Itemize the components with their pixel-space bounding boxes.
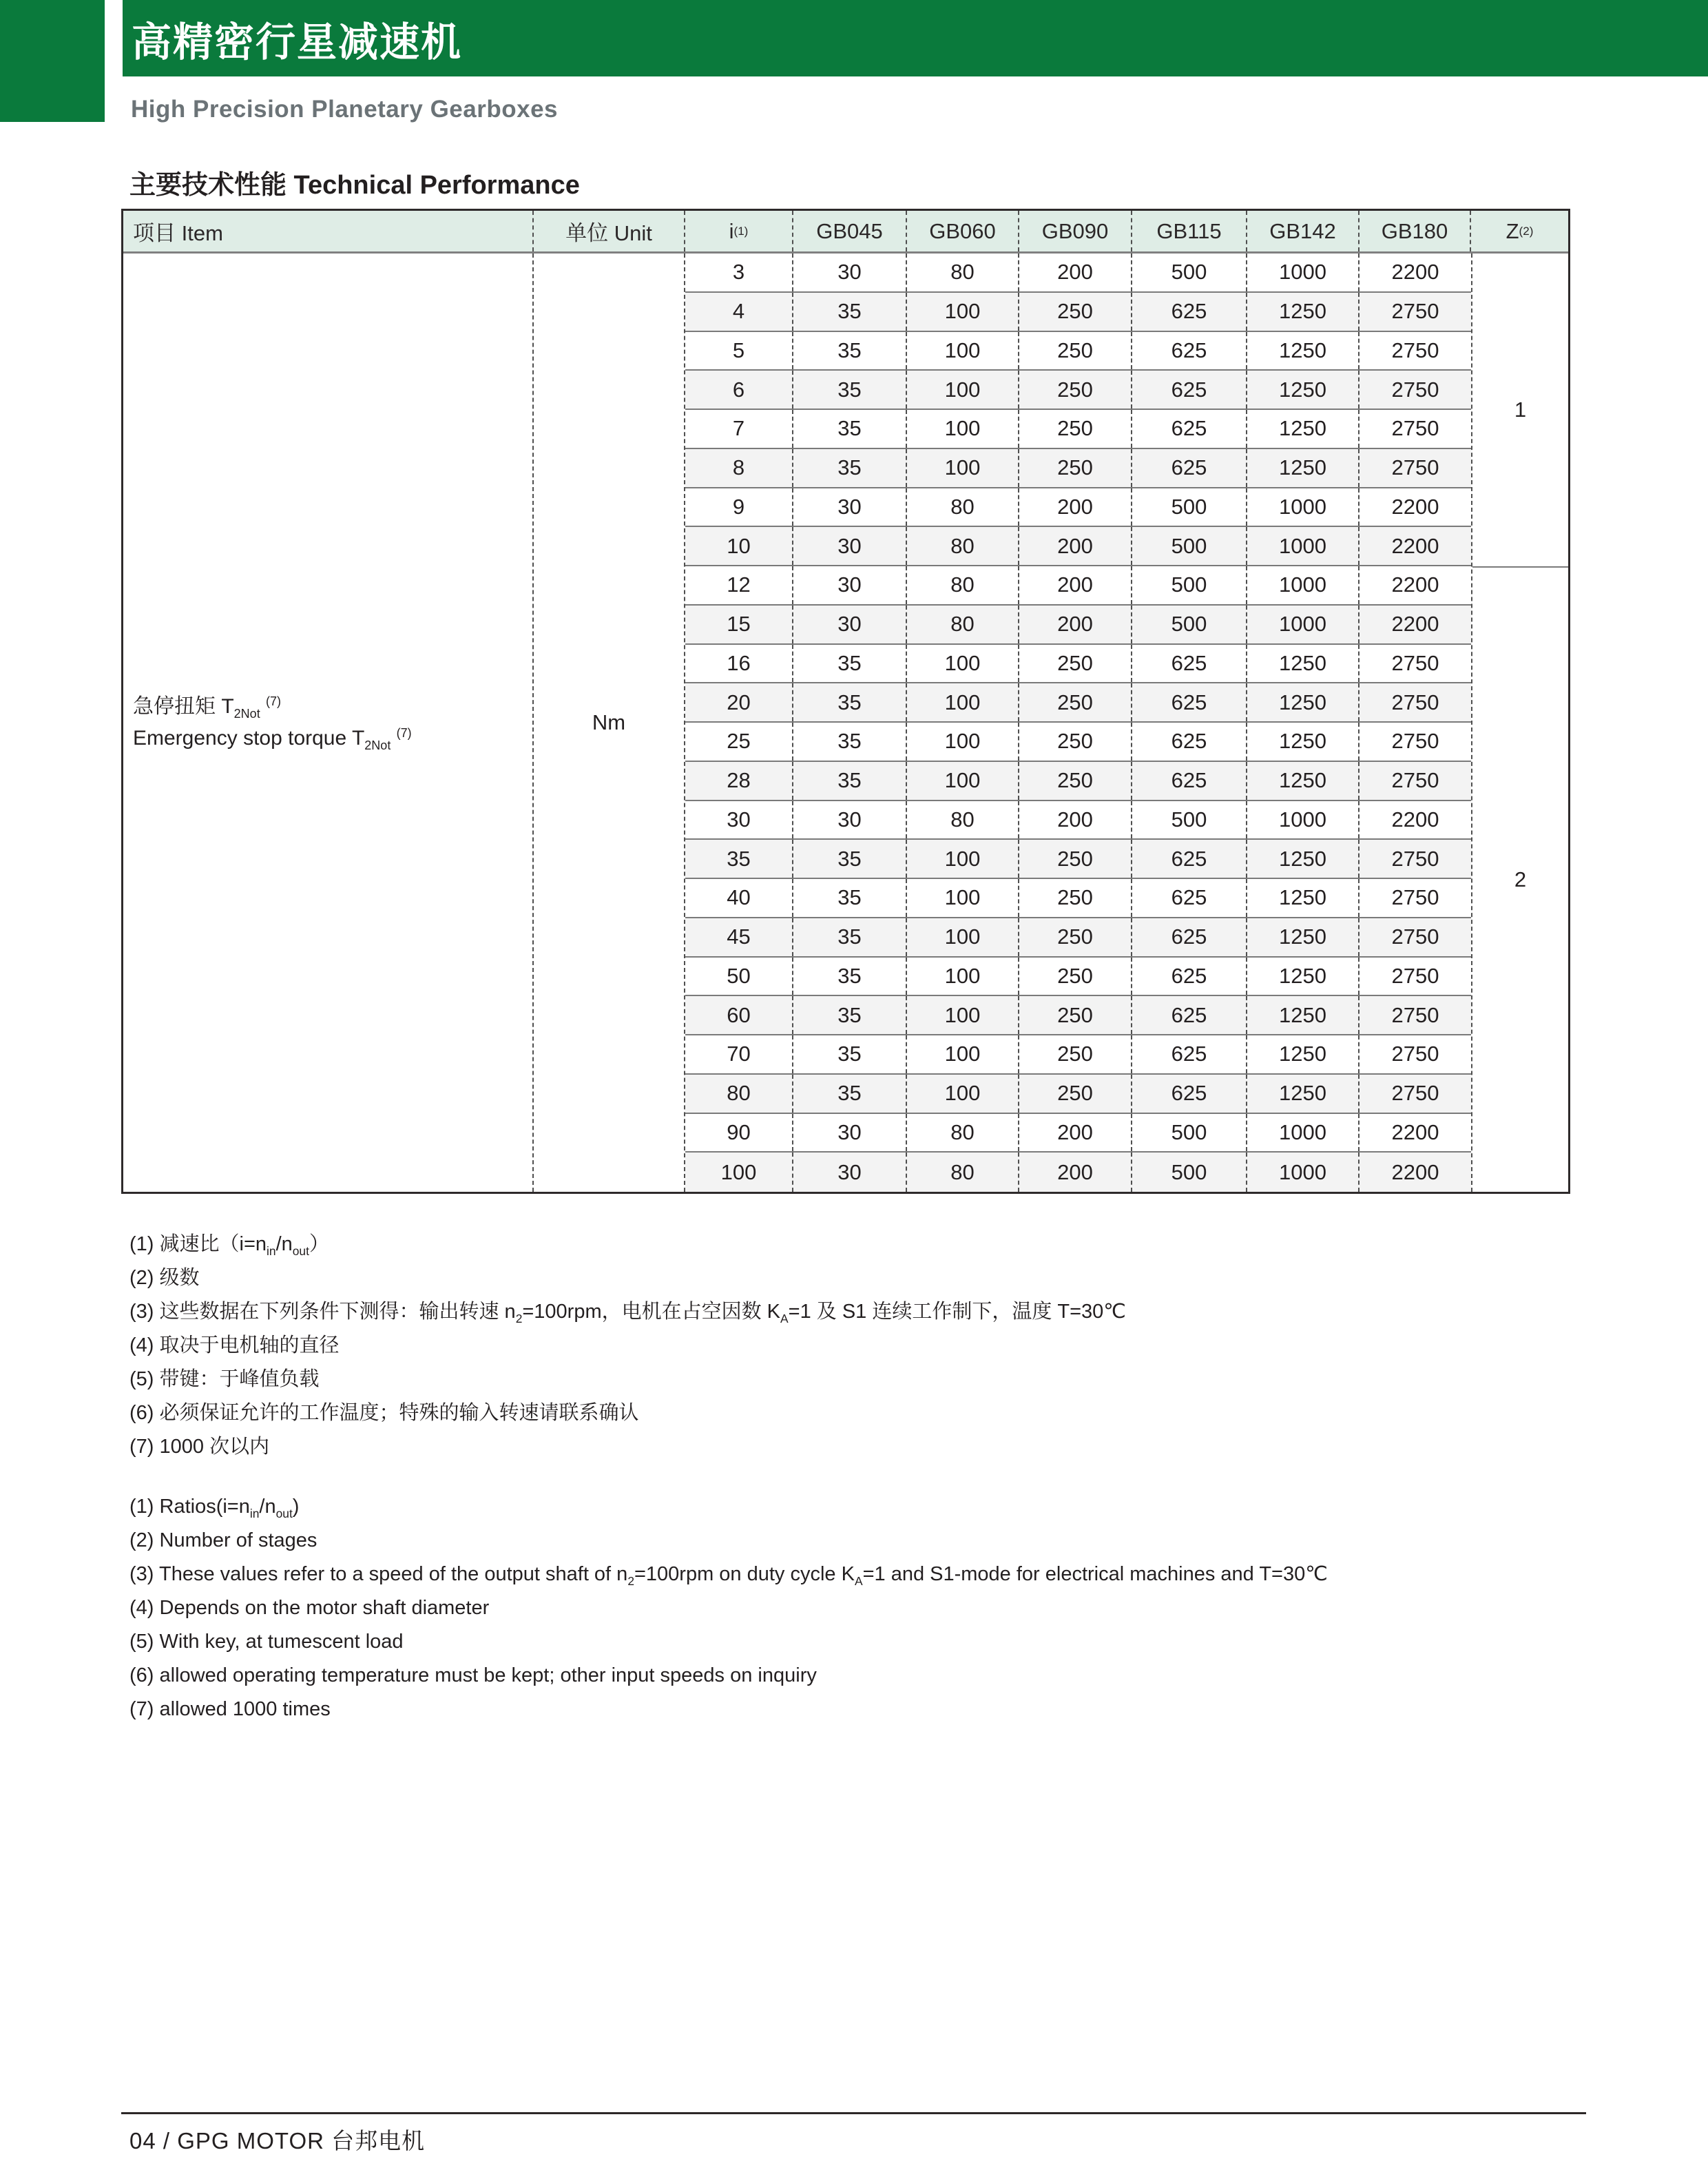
- ratio-cell: 6: [685, 371, 793, 409]
- torque-value-cell: 2750: [1391, 377, 1439, 402]
- table-row: [685, 488, 1471, 528]
- torque-value-cell: 625: [1132, 683, 1247, 721]
- footnotes-english: [129, 1490, 1328, 1726]
- page-banner: [123, 0, 1708, 76]
- footnotes-chinese: [129, 1228, 1126, 1464]
- torque-value-cell: 1250: [1247, 683, 1360, 721]
- column-header-item: 项目 Item: [123, 211, 534, 251]
- column-header-gb090: GB090: [1019, 211, 1132, 251]
- torque-value-cell: 35: [793, 645, 907, 683]
- torque-value-cell: 2750: [1391, 338, 1439, 362]
- torque-value-cell: 250: [1019, 918, 1132, 956]
- table-row: [685, 683, 1471, 723]
- torque-value-cell: 35: [793, 840, 907, 878]
- torque-value-cell: 100: [907, 723, 1019, 761]
- torque-value-cell: 2200: [1391, 533, 1439, 558]
- ratio-cell: 9: [685, 488, 793, 526]
- torque-value-cell: 35: [793, 332, 907, 370]
- ratio-cell: 30: [685, 801, 793, 839]
- column-header-ratio: i (1): [685, 211, 793, 251]
- torque-value-cell: 2750: [1391, 1042, 1439, 1066]
- torque-value-cell: 250: [1019, 723, 1132, 761]
- torque-value-cell: 200: [1019, 1114, 1132, 1152]
- torque-value-cell: 500: [1132, 606, 1247, 643]
- footnote-line: (3) 这些数据在下列条件下测得：输出转速 $n_2=100rpm$，电机在占空因数 $K_A=1$ 及 S1 连续工作制下，温度 T=30℃: [129, 1301, 1126, 1325]
- footnote-line: (2) Number of stages: [129, 1529, 317, 1551]
- torque-value-cell: 2750: [1391, 455, 1439, 480]
- torque-value-cell: 80: [907, 1114, 1019, 1152]
- torque-value-cell: 2200: [1391, 572, 1439, 597]
- torque-value-cell: 2750: [1391, 924, 1439, 949]
- item-label-en: Emergency stop torque $T_{2Not}$ $^{(7)}$: [133, 726, 412, 752]
- column-header-unit: 单位 Unit: [534, 211, 685, 251]
- table-row: [685, 723, 1471, 762]
- torque-value-cell: 200: [1019, 566, 1132, 604]
- torque-value-cell: 100: [907, 371, 1019, 409]
- torque-value-cell: 2750: [1391, 885, 1439, 910]
- ratio-cell: 15: [685, 606, 793, 643]
- ratio-cell: 16: [685, 645, 793, 683]
- torque-value-cell: 250: [1019, 1035, 1132, 1073]
- torque-value-cell: 625: [1132, 1035, 1247, 1073]
- ratio-cell: 12: [685, 566, 793, 604]
- torque-value-cell: 100: [907, 918, 1019, 956]
- torque-value-cell: 250: [1019, 879, 1132, 917]
- torque-value-cell: 1250: [1247, 1075, 1360, 1113]
- torque-value-cell: 2200: [1391, 260, 1439, 285]
- ratio-cell: 60: [685, 996, 793, 1034]
- torque-value-cell: 35: [793, 879, 907, 917]
- torque-value-cell: 250: [1019, 996, 1132, 1034]
- table-row: [685, 996, 1471, 1035]
- torque-value-cell: 30: [793, 606, 907, 643]
- ratio-cell: 25: [685, 723, 793, 761]
- value-rows: [685, 254, 1471, 1192]
- torque-value-cell: 35: [793, 371, 907, 409]
- torque-value-cell: 1250: [1247, 958, 1360, 995]
- torque-value-cell: 30: [793, 488, 907, 526]
- table-row: [685, 332, 1471, 371]
- torque-value-cell: 100: [907, 840, 1019, 878]
- torque-value-cell: 1000: [1247, 801, 1360, 839]
- torque-value-cell: 625: [1132, 723, 1247, 761]
- table-row: [685, 1153, 1471, 1192]
- torque-value-cell: 625: [1132, 449, 1247, 487]
- torque-value-cell: 1000: [1247, 488, 1360, 526]
- torque-value-cell: 200: [1019, 606, 1132, 643]
- stage-group-cell: 2: [1472, 566, 1568, 1192]
- torque-value-cell: 200: [1019, 1153, 1132, 1192]
- torque-value-cell: 100: [907, 293, 1019, 331]
- ratio-cell: 28: [685, 762, 793, 800]
- torque-value-cell: 625: [1132, 879, 1247, 917]
- torque-value-cell: 1000: [1247, 606, 1360, 643]
- torque-value-cell: 35: [793, 683, 907, 721]
- torque-value-cell: 625: [1132, 410, 1247, 448]
- table-row: [685, 645, 1471, 684]
- torque-value-cell: 35: [793, 293, 907, 331]
- torque-value-cell: 100: [907, 996, 1019, 1034]
- footer-page-label: 04 / GPG MOTOR 台邦电机: [129, 2128, 426, 2153]
- torque-value-cell: 250: [1019, 645, 1132, 683]
- table-row: [685, 527, 1471, 566]
- torque-value-cell: 250: [1019, 371, 1132, 409]
- ratio-cell: 8: [685, 449, 793, 487]
- torque-value-cell: 35: [793, 410, 907, 448]
- torque-value-cell: 250: [1019, 762, 1132, 800]
- torque-value-cell: 1250: [1247, 449, 1360, 487]
- brand-green-strip: [0, 0, 105, 122]
- ratio-cell: 4: [685, 293, 793, 331]
- torque-value-cell: 1250: [1247, 645, 1360, 683]
- column-header-stages: Z (2): [1506, 218, 1534, 243]
- torque-value-cell: 625: [1132, 332, 1247, 370]
- item-label-cn: 急停扭矩 $T_{2Not}$ $^{(7)}$: [133, 694, 282, 721]
- item-cell: [123, 254, 534, 1192]
- torque-value-cell: 100: [907, 762, 1019, 800]
- torque-value-cell: 1250: [1247, 293, 1360, 331]
- torque-value-cell: 200: [1019, 254, 1132, 291]
- column-header-gb142: GB142: [1247, 211, 1360, 251]
- footnote-line: (6) 必须保证允许的工作温度；特殊的输入转速请联系确认: [129, 1402, 639, 1424]
- torque-value-cell: 35: [793, 1075, 907, 1113]
- torque-value-cell: 625: [1132, 762, 1247, 800]
- torque-value-cell: 30: [793, 1114, 907, 1152]
- ratio-cell: 7: [685, 410, 793, 448]
- torque-value-cell: 100: [907, 683, 1019, 721]
- table-row: [685, 566, 1471, 606]
- section-title: 主要技术性能 Technical Performance: [129, 171, 580, 200]
- ratio-cell: 50: [685, 958, 793, 995]
- footnote-line: (5) With key, at tumescent load: [129, 1631, 404, 1653]
- torque-value-cell: 625: [1132, 293, 1247, 331]
- column-header-gb115: GB115: [1132, 211, 1247, 251]
- torque-value-cell: 500: [1132, 488, 1247, 526]
- ratio-cell: 40: [685, 879, 793, 917]
- table-row: [685, 1114, 1471, 1153]
- torque-value-cell: 35: [793, 1035, 907, 1073]
- torque-value-cell: 30: [793, 527, 907, 565]
- footnote-line: (2) 级数: [129, 1267, 200, 1289]
- torque-value-cell: 35: [793, 958, 907, 995]
- torque-value-cell: 500: [1132, 527, 1247, 565]
- torque-value-cell: 2200: [1391, 1159, 1439, 1184]
- torque-value-cell: 1250: [1247, 371, 1360, 409]
- torque-value-cell: 500: [1132, 254, 1247, 291]
- torque-value-cell: 2750: [1391, 729, 1439, 754]
- torque-value-cell: 2750: [1391, 1002, 1439, 1027]
- torque-value-cell: 30: [793, 254, 907, 291]
- torque-value-cell: 2750: [1391, 846, 1439, 871]
- table-header-row: [123, 211, 1568, 254]
- torque-value-cell: 80: [907, 606, 1019, 643]
- table-row: [685, 958, 1471, 997]
- torque-value-cell: 500: [1132, 566, 1247, 604]
- torque-value-cell: 1000: [1247, 566, 1360, 604]
- table-row: [685, 918, 1471, 958]
- torque-value-cell: 250: [1019, 449, 1132, 487]
- unit-cell: Nm: [534, 254, 685, 1192]
- torque-value-cell: 250: [1019, 1075, 1132, 1113]
- column-header-gb060: GB060: [907, 211, 1019, 251]
- torque-value-cell: 1000: [1247, 1114, 1360, 1152]
- torque-value-cell: 250: [1019, 332, 1132, 370]
- torque-value-cell: 1000: [1247, 254, 1360, 291]
- ratio-cell: 10: [685, 527, 793, 565]
- torque-value-cell: 200: [1019, 488, 1132, 526]
- torque-value-cell: 625: [1132, 958, 1247, 995]
- table-row: [685, 840, 1471, 879]
- footnote-line: (4) Depends on the motor shaft diameter: [129, 1597, 490, 1619]
- table-body: [123, 254, 1568, 1192]
- torque-value-cell: 1250: [1247, 410, 1360, 448]
- footnote-line: (1) 减速比$(i=n_{in}/n_{out})$: [129, 1233, 329, 1258]
- torque-value-cell: 30: [793, 801, 907, 839]
- torque-value-cell: 80: [907, 1153, 1019, 1192]
- torque-value-cell: 2750: [1391, 416, 1439, 441]
- page-title: 高精密行星减速机: [132, 19, 463, 65]
- table-row: [685, 879, 1471, 918]
- page-subtitle: High Precision Planetary Gearboxes: [131, 96, 559, 123]
- torque-value-cell: 35: [793, 723, 907, 761]
- torque-value-cell: 100: [907, 410, 1019, 448]
- torque-value-cell: 1000: [1247, 527, 1360, 565]
- torque-value-cell: 2200: [1391, 1119, 1439, 1144]
- torque-value-cell: 1250: [1247, 1035, 1360, 1073]
- torque-value-cell: 100: [907, 958, 1019, 995]
- technical-performance-table: [121, 209, 1570, 1194]
- torque-value-cell: 250: [1019, 840, 1132, 878]
- table-row: [685, 1035, 1471, 1075]
- footnote-line: (7) allowed 1000 times: [129, 1698, 331, 1720]
- torque-value-cell: 625: [1132, 1075, 1247, 1113]
- torque-value-cell: 35: [793, 918, 907, 956]
- torque-value-cell: 625: [1132, 840, 1247, 878]
- torque-value-cell: 625: [1132, 645, 1247, 683]
- torque-value-cell: 1250: [1247, 840, 1360, 878]
- footnote-line: (6) allowed operating temperature must be kept; other input speeds on inquiry: [129, 1664, 817, 1686]
- column-header-gb180: GB180: [1360, 211, 1471, 251]
- torque-value-cell: 35: [793, 449, 907, 487]
- torque-value-cell: 2750: [1391, 1081, 1439, 1106]
- table-row: [685, 762, 1471, 801]
- torque-value-cell: 625: [1132, 996, 1247, 1034]
- torque-value-cell: 200: [1019, 527, 1132, 565]
- footnote-line: (1) $Ratios(i=n_{in}/n_{out})$: [129, 1496, 300, 1520]
- ratio-cell: 3: [685, 254, 793, 291]
- torque-value-cell: 100: [907, 1035, 1019, 1073]
- torque-value-cell: 100: [907, 645, 1019, 683]
- ratio-cell: 70: [685, 1035, 793, 1073]
- ratio-cell: 35: [685, 840, 793, 878]
- ratio-cell: 100: [685, 1153, 793, 1192]
- torque-value-cell: 200: [1019, 801, 1132, 839]
- torque-value-cell: 250: [1019, 293, 1132, 331]
- torque-value-cell: 500: [1132, 1114, 1247, 1152]
- torque-value-cell: 2750: [1391, 299, 1439, 324]
- footnote-line: (4) 取决于电机轴的直径: [129, 1334, 340, 1356]
- stages-column: [1471, 254, 1568, 1192]
- torque-value-cell: 1250: [1247, 332, 1360, 370]
- torque-value-cell: 250: [1019, 683, 1132, 721]
- table-row: [685, 606, 1471, 645]
- torque-value-cell: 1000: [1247, 1153, 1360, 1192]
- torque-value-cell: 35: [793, 996, 907, 1034]
- torque-value-cell: 80: [907, 488, 1019, 526]
- column-header-gb045: GB045: [793, 211, 907, 251]
- torque-value-cell: 1250: [1247, 918, 1360, 956]
- ratio-cell: 5: [685, 332, 793, 370]
- torque-value-cell: 1250: [1247, 879, 1360, 917]
- torque-value-cell: 80: [907, 527, 1019, 565]
- torque-value-cell: 500: [1132, 1153, 1247, 1192]
- torque-value-cell: 1250: [1247, 723, 1360, 761]
- torque-value-cell: 30: [793, 1153, 907, 1192]
- torque-value-cell: 2200: [1391, 807, 1439, 831]
- torque-value-cell: 1250: [1247, 762, 1360, 800]
- torque-value-cell: 100: [907, 879, 1019, 917]
- table-row: [685, 410, 1471, 449]
- torque-value-cell: 1250: [1247, 996, 1360, 1034]
- table-row: [685, 293, 1471, 332]
- torque-value-cell: 2750: [1391, 768, 1439, 793]
- ratio-cell: 20: [685, 683, 793, 721]
- stage-group-cell: 1: [1514, 397, 1527, 422]
- footnote-line: (3) These values refer to a speed of the output shaft of $n_2=100rpm$ on duty cycle $K_A=1$ and S1-mode for electrical machines and T=30℃: [129, 1563, 1328, 1588]
- torque-value-cell: 2750: [1391, 650, 1439, 675]
- torque-value-cell: 100: [907, 1075, 1019, 1113]
- table-row: [685, 449, 1471, 488]
- torque-value-cell: 80: [907, 254, 1019, 291]
- torque-value-cell: 625: [1132, 371, 1247, 409]
- footnote-line: (5) 带键：于峰值负载: [129, 1368, 320, 1390]
- torque-value-cell: 250: [1019, 958, 1132, 995]
- table-row: [685, 801, 1471, 840]
- footer-divider: [121, 2112, 1586, 2114]
- torque-value-cell: 625: [1132, 918, 1247, 956]
- torque-value-cell: 80: [907, 801, 1019, 839]
- ratio-cell: 80: [685, 1075, 793, 1113]
- ratio-cell: 45: [685, 918, 793, 956]
- footnote-line: (7) 1000 次以内: [129, 1436, 270, 1458]
- torque-value-cell: 2200: [1391, 494, 1439, 519]
- torque-value-cell: 2200: [1391, 612, 1439, 637]
- ratio-cell: 90: [685, 1114, 793, 1152]
- torque-value-cell: 80: [907, 566, 1019, 604]
- table-row: [685, 371, 1471, 410]
- table-row: [685, 254, 1471, 293]
- torque-value-cell: 2750: [1391, 690, 1439, 714]
- torque-value-cell: 250: [1019, 410, 1132, 448]
- torque-value-cell: 35: [793, 762, 907, 800]
- torque-value-cell: 30: [793, 566, 907, 604]
- table-row: [685, 1075, 1471, 1114]
- torque-value-cell: 500: [1132, 801, 1247, 839]
- torque-value-cell: 2750: [1391, 963, 1439, 988]
- torque-value-cell: 100: [907, 332, 1019, 370]
- torque-value-cell: 100: [907, 449, 1019, 487]
